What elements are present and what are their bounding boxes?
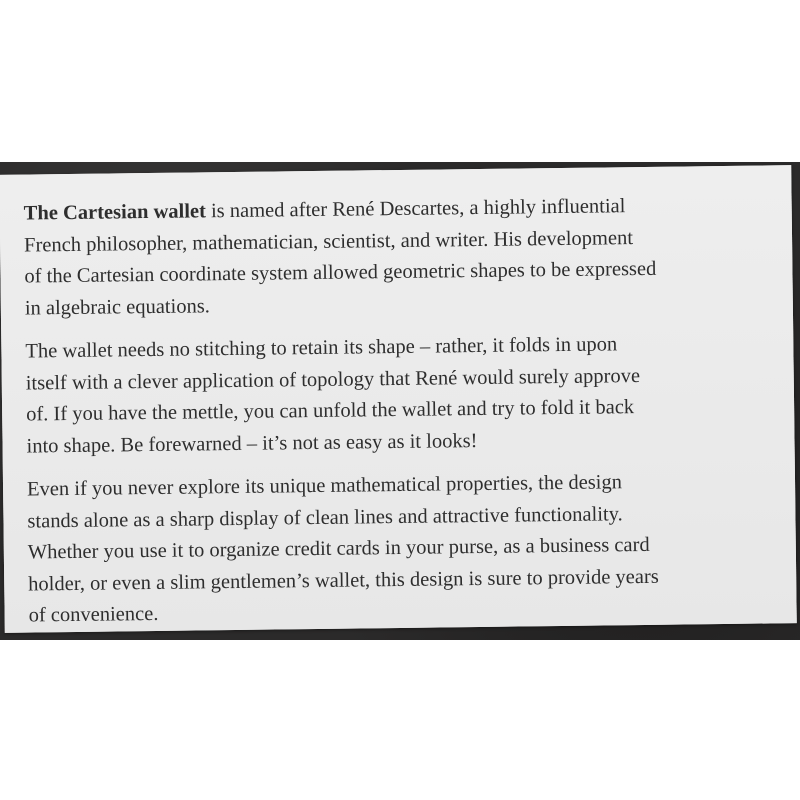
paragraph-1-line-3: of the Cartesian coordinate system allowed geometric shapes to be expressed [24,257,657,288]
paragraph-3 [27,465,779,632]
info-card [0,165,797,633]
paragraph-2-line-1: The wallet needs no stitching to retain its shape – rather, it folds in upon [25,333,618,363]
paragraph-1-line-1-rest: is named after René Descartes, a highly influential [205,195,626,223]
card-text [24,189,779,644]
paragraph-1-line-2: French philosopher, mathematician, scientist, and writer. His development [23,226,634,257]
paragraph-3-line-2: stands alone as a sharp display of clean lines and attractive functionality. [27,502,623,533]
lead-text: The Cartesian wallet [23,200,207,225]
paragraph-3-line-5: of convenience. [28,602,159,627]
paragraph-1 [24,189,775,324]
paragraph-2-line-3: of. If you have the mettle, you can unfold the wallet and try to fold it back [26,396,635,426]
paragraph-2 [25,327,776,462]
paragraph-3-line-3: Whether you use it to organize credit cards in your purse, as a business card [27,533,650,564]
paragraph-2-line-4: into shape. Be forewarned – it’s not as easy as it looks! [26,429,478,458]
paragraph-1-line-4: in algebraic equations. [24,294,210,320]
paragraph-3-line-1: Even if you never explore its unique mathematical properties, the design [26,471,623,501]
paragraph-2-line-2: itself with a clever application of topology that René would surely approve [25,364,641,395]
paragraph-3-line-4: holder, or even a slim gentlemen’s wallet, this design is sure to provide years [28,565,659,596]
